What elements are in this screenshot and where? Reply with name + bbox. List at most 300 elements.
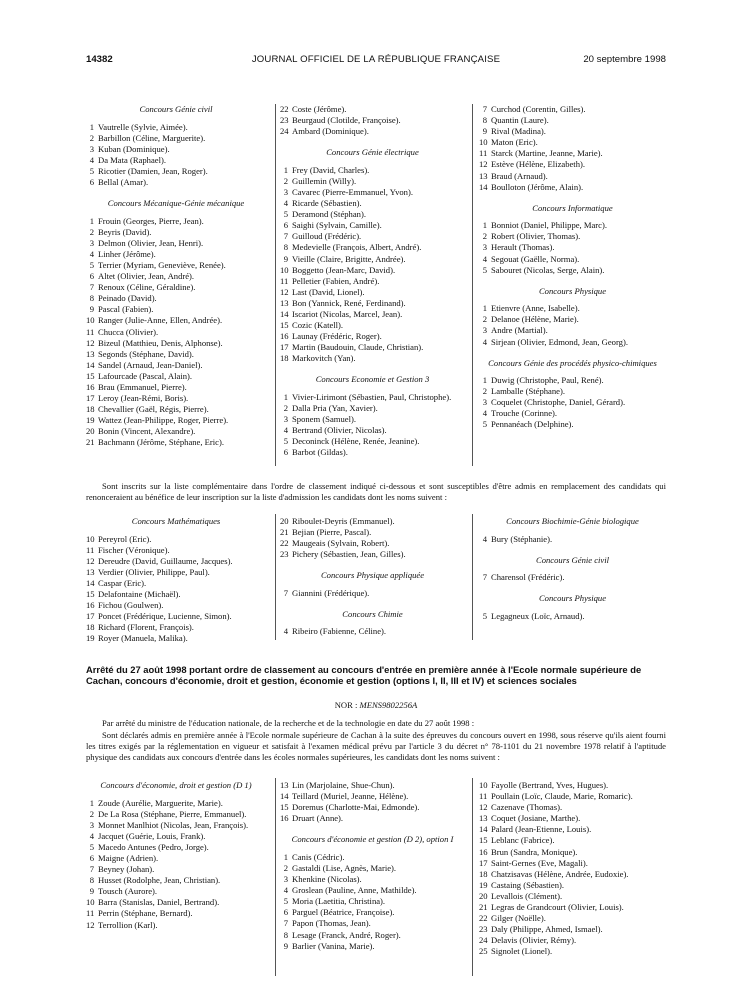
rank-number: 8: [89, 875, 94, 886]
rank-number: 3: [283, 186, 288, 197]
rank-number: 18: [86, 404, 95, 415]
rank-number: 12: [280, 286, 289, 297]
candidate-entry: [280, 626, 465, 637]
candidate-entry: [280, 802, 465, 813]
candidate-entry: [479, 880, 666, 891]
candidate-name: Vautrelle (Sylvie, Aimée).: [98, 121, 188, 132]
rank-number: 2: [482, 231, 487, 242]
candidate-name: Delmon (Olivier, Jean, Henri).: [98, 237, 204, 248]
rank-number: 8: [283, 242, 288, 253]
candidate-name: Legagneux (Loïc, Arnaud).: [491, 610, 585, 621]
rank-number: 6: [89, 271, 94, 282]
candidate-entry: [479, 337, 666, 348]
candidate-name: Cavarec (Pierre-Emmanuel, Yvon).: [292, 186, 413, 197]
rank-number: 4: [283, 626, 288, 637]
candidate-name: Segouat (Gaëlle, Norma).: [491, 253, 580, 264]
rank-number: 16: [280, 331, 289, 342]
candidate-name: Wattez (Jean-Philippe, Roger, Pierre).: [98, 415, 229, 426]
rank-number: 7: [89, 282, 94, 293]
candidate-name: Boulloton (Jérôme, Alain).: [491, 181, 584, 192]
rank-number: 10: [86, 533, 95, 544]
candidate-name: Terrier (Myriam, Geneviève, Renée).: [98, 259, 226, 270]
candidate-name: Segonds (Stéphane, David).: [98, 348, 194, 359]
candidate-entry: [86, 382, 266, 393]
competition-heading: Concours Economie et Gestion 3: [315, 374, 430, 385]
rank-number: 22: [280, 104, 289, 114]
candidate-entry: [479, 913, 666, 924]
rank-number: 15: [86, 370, 95, 381]
candidate-name: Terrollion (Karl).: [98, 919, 158, 930]
candidate-entry: [479, 148, 666, 159]
candidate-entry: [280, 549, 465, 560]
rank-number: 4: [89, 154, 94, 165]
rank-number: 15: [280, 802, 289, 813]
candidate-entry: [280, 309, 465, 320]
candidate-entry: [280, 885, 465, 896]
rank-number: 11: [86, 326, 95, 337]
candidate-name: Herault (Thomas).: [491, 242, 555, 253]
column-divider: [472, 514, 473, 640]
candidate-entry: [479, 791, 666, 802]
rank-number: 17: [86, 393, 95, 404]
rank-number: 3: [283, 874, 288, 885]
list-column: [280, 516, 465, 638]
candidate-name: Barbillon (Céline, Marguerite).: [98, 132, 206, 143]
candidate-name: Saighi (Sylvain, Camille).: [292, 220, 382, 231]
candidate-entry: [86, 271, 266, 282]
candidate-name: Fichou (Goulwen).: [98, 600, 164, 611]
list-column: [86, 780, 266, 931]
candidate-entry: [479, 375, 666, 386]
arrete-paragraph-1: Par arrêté du ministre de l'éducation nationale, de la recherche et de la technologie en date du 27 août 1998 :: [102, 718, 475, 728]
candidate-name: Pichery (Sébastien, Jean, Gilles).: [292, 549, 406, 560]
candidate-name: Etienvre (Anne, Isabelle).: [491, 303, 580, 314]
candidate-name: Saint-Gernes (Eve, Magali).: [491, 857, 588, 868]
candidate-name: Bertrand (Olivier, Nicolas).: [292, 425, 387, 436]
candidate-entry: [86, 578, 266, 589]
candidate-name: Frouin (Georges, Pierre, Jean).: [98, 215, 204, 226]
candidate-entry: [280, 930, 465, 941]
candidate-name: Levallois (Clément).: [491, 890, 563, 901]
candidate-entry: [280, 265, 465, 276]
rank-number: 12: [86, 919, 95, 930]
candidate-name: Boggetto (Jean-Marc, David).: [292, 264, 396, 275]
rank-number: 3: [89, 143, 94, 154]
candidate-name: Canis (Cédric).: [292, 851, 345, 862]
candidate-entry: [86, 556, 266, 567]
candidate-entry: [86, 415, 266, 426]
rank-number: 14: [86, 359, 95, 370]
candidate-entry: [86, 260, 266, 271]
rank-number: 7: [89, 864, 94, 875]
candidate-entry: [479, 946, 666, 957]
rank-number: 2: [89, 132, 94, 143]
candidate-name: Dalla Pria (Yan, Xavier).: [292, 403, 378, 414]
rank-number: 9: [89, 886, 94, 897]
candidate-name: Medevielle (François, Albert, André).: [292, 242, 422, 253]
page-number: 14382: [86, 54, 113, 65]
rank-number: 4: [482, 336, 487, 347]
list-column: [479, 516, 666, 622]
rank-number: 2: [482, 314, 487, 325]
rank-number: 5: [89, 841, 94, 852]
candidate-entry: [86, 227, 266, 238]
candidate-name: Papon (Thomas, Jean).: [292, 918, 371, 929]
candidate-name: Lafourcade (Pascal, Alain).: [98, 370, 193, 381]
candidate-entry: [86, 177, 266, 188]
rank-number: 12: [86, 337, 95, 348]
rank-number: 13: [280, 297, 289, 308]
candidate-name: Pascal (Fabien).: [98, 304, 154, 315]
rank-number: 14: [280, 791, 289, 802]
candidate-name: Cozic (Katell).: [292, 320, 344, 331]
candidate-entry: [479, 813, 666, 824]
rank-number: 3: [482, 242, 487, 253]
candidate-name: Chucca (Olivier).: [98, 326, 159, 337]
candidate-entry: [86, 437, 266, 448]
candidate-entry: [86, 293, 266, 304]
candidate-name: Doremus (Charlotte-Mai, Edmonde).: [292, 802, 420, 813]
candidate-name: Lesage (Franck, André, Roger).: [292, 929, 401, 940]
rank-number: 1: [283, 851, 288, 862]
candidate-entry: [86, 842, 266, 853]
candidate-entry: [479, 408, 666, 419]
candidate-entry: [479, 611, 666, 622]
candidate-entry: [280, 242, 465, 253]
candidate-entry: [86, 338, 266, 349]
rank-number: 11: [479, 791, 488, 802]
candidate-name: Renoux (Céline, Géraldine).: [98, 282, 196, 293]
rank-number: 4: [283, 198, 288, 209]
candidate-name: Fayolle (Bertrand, Yves, Hugues).: [491, 780, 609, 790]
candidate-entry: [86, 534, 266, 545]
rank-number: 11: [86, 908, 95, 919]
candidate-entry: [280, 320, 465, 331]
candidate-name: Markovitch (Yan).: [292, 353, 356, 364]
rank-number: 12: [479, 159, 488, 170]
candidate-name: Husset (Rodolphe, Jean, Christian).: [98, 875, 221, 886]
rank-number: 25: [479, 946, 488, 957]
rank-number: 2: [283, 862, 288, 873]
column-divider: [275, 514, 276, 640]
list-column: [86, 516, 266, 644]
rank-number: 10: [479, 780, 488, 790]
candidate-name: Verdier (Olivier, Philippe, Paul).: [98, 566, 210, 577]
candidate-entry: [280, 220, 465, 231]
rank-number: 8: [89, 293, 94, 304]
candidate-entry: [86, 633, 266, 644]
rank-number: 1: [89, 121, 94, 132]
candidate-entry: [479, 104, 666, 115]
candidate-name: Groslean (Pauline, Anne, Mathilde).: [292, 885, 417, 896]
candidate-entry: [479, 397, 666, 408]
candidate-name: Vieille (Claire, Brigitte, Andrée).: [292, 253, 406, 264]
candidate-name: Fischer (Véronique).: [98, 544, 170, 555]
candidate-name: Leroy (Jean-Rémi, Boris).: [98, 393, 189, 404]
column-divider: [275, 778, 276, 976]
rank-number: 2: [89, 808, 94, 819]
candidate-name: Bonniot (Daniel, Philippe, Marc).: [491, 220, 607, 231]
rank-number: 7: [482, 104, 487, 114]
candidate-name: Barbot (Gildas).: [292, 447, 348, 458]
candidate-name: Bizeul (Matthieu, Denis, Alphonse).: [98, 337, 223, 348]
candidate-entry: [280, 414, 465, 425]
candidate-entry: [479, 858, 666, 869]
rank-number: 20: [280, 516, 289, 526]
rank-number: 13: [479, 813, 488, 824]
candidate-entry: [479, 847, 666, 858]
candidate-entry: [86, 864, 266, 875]
rank-number: 2: [283, 175, 288, 186]
competition-heading: Concours Génie électrique: [326, 147, 419, 158]
candidate-name: Beurgaud (Clotilde, Françoise).: [292, 115, 401, 126]
list-column: [280, 780, 465, 952]
candidate-entry: [86, 798, 266, 809]
candidate-entry: [280, 176, 465, 187]
candidate-name: Riboulet-Deyris (Emmanuel).: [292, 516, 395, 526]
candidate-name: Kuban (Dominique).: [98, 143, 170, 154]
candidate-entry: [86, 249, 266, 260]
candidate-name: Coste (Jérôme).: [292, 104, 347, 114]
arrete-title: Arrêté du 27 août 1998 portant ordre de classement au concours d'entrée en première année à l'Ecole normale supérieure de Cachan, concours d'économie, droit et gestion, économie et gestion (options I, II, III et IV) et sciences sociales: [86, 664, 642, 686]
candidate-entry: [86, 327, 266, 338]
candidate-name: Giannini (Frédérique).: [292, 587, 370, 598]
column-divider: [472, 104, 473, 466]
candidate-entry: [479, 891, 666, 902]
rank-number: 13: [86, 348, 95, 359]
candidate-entry: [280, 588, 465, 599]
candidate-name: Zoude (Aurélie, Marguerite, Marie).: [98, 797, 223, 808]
candidate-entry: [479, 137, 666, 148]
candidate-name: Deramond (Stéphan).: [292, 209, 366, 220]
candidate-entry: [280, 231, 465, 242]
candidate-name: Poullain (Loïc, Claude, Marie, Romaric).: [491, 791, 633, 802]
candidate-entry: [86, 622, 266, 633]
candidate-entry: [86, 238, 266, 249]
rank-number: 21: [86, 437, 95, 448]
candidate-entry: [86, 545, 266, 556]
rank-number: 5: [283, 896, 288, 907]
candidate-name: Bellal (Amar).: [98, 176, 149, 187]
candidate-name: Charensol (Frédéric).: [491, 572, 565, 583]
candidate-entry: [86, 897, 266, 908]
nor-label: NOR :: [334, 700, 358, 710]
candidate-entry: [479, 115, 666, 126]
rank-number: 9: [482, 126, 487, 137]
candidate-name: Delafontaine (Michaël).: [98, 588, 181, 599]
candidate-entry: [86, 122, 266, 133]
candidate-name: Trouche (Corinne).: [491, 408, 558, 419]
candidate-name: Coquet (Josiane, Marthe).: [491, 813, 581, 824]
rank-number: 11: [280, 275, 289, 286]
candidate-entry: [280, 874, 465, 885]
candidate-name: Peinado (David).: [98, 293, 157, 304]
candidate-name: Jacquet (Guérie, Louis, Frank).: [98, 830, 206, 841]
rank-number: 17: [86, 611, 95, 622]
candidate-entry: [86, 404, 266, 415]
rank-number: 8: [283, 929, 288, 940]
candidate-name: Monnet Manlhiot (Nicolas, Jean, François).: [98, 819, 249, 830]
competition-heading: Concours Mécanique-Génie mécanique: [107, 198, 245, 209]
candidate-entry: [86, 831, 266, 842]
candidate-entry: [479, 835, 666, 846]
rank-number: 4: [89, 248, 94, 259]
candidate-name: Delanoe (Hélène, Marie).: [491, 314, 579, 325]
publication-date: 20 septembre 1998: [583, 54, 666, 65]
candidate-entry: [86, 853, 266, 864]
competition-heading: Concours Biochimie-Génie biologique: [506, 516, 639, 526]
rank-number: 14: [479, 824, 488, 835]
list-column: [280, 104, 465, 459]
candidate-entry: [280, 780, 465, 791]
candidate-name: Caspar (Eric).: [98, 577, 147, 588]
rank-number: 1: [482, 375, 487, 386]
rank-number: 17: [280, 342, 289, 353]
candidate-entry: [86, 144, 266, 155]
rank-number: 21: [479, 902, 488, 913]
rank-number: 3: [482, 397, 487, 408]
candidate-entry: [86, 166, 266, 177]
competition-heading: Concours Génie civil: [535, 554, 610, 565]
rank-number: 7: [283, 587, 288, 598]
candidate-name: Sirjean (Olivier, Edmond, Jean, Georg).: [491, 336, 628, 347]
candidate-entry: [479, 159, 666, 170]
candidate-name: Druart (Anne).: [292, 813, 344, 824]
candidate-name: Barlier (Vanina, Marie).: [292, 940, 375, 951]
rank-number: 5: [283, 436, 288, 447]
rank-number: 3: [89, 237, 94, 248]
candidate-entry: [280, 209, 465, 220]
candidate-entry: [86, 315, 266, 326]
candidate-entry: [86, 155, 266, 166]
candidate-name: Ribeiro (Fabienne, Céline).: [292, 626, 387, 637]
candidate-entry: [86, 133, 266, 144]
rank-number: 18: [86, 622, 95, 633]
list-column: [479, 780, 666, 958]
rank-number: 3: [89, 819, 94, 830]
candidate-entry: [86, 611, 266, 622]
candidate-name: Chevallier (Gaël, Régis, Pierre).: [98, 404, 209, 415]
candidate-name: Bury (Stéphanie).: [491, 533, 553, 544]
candidate-entry: [479, 182, 666, 193]
candidate-name: Bon (Yannick, René, Ferdinand).: [292, 297, 406, 308]
candidate-name: Ricarde (Sébastien).: [292, 198, 362, 209]
candidate-entry: [86, 349, 266, 360]
rank-number: 1: [283, 164, 288, 175]
candidate-name: Signolet (Lionel).: [491, 946, 553, 957]
rank-number: 4: [283, 425, 288, 436]
candidate-entry: [86, 920, 266, 931]
candidate-entry: [86, 886, 266, 897]
candidate-name: Starck (Martine, Jeanne, Marie).: [491, 148, 603, 159]
arrete-paragraph-2: Sont déclarés admis en première année à l'Ecole normale supérieure de Cachan à la suite des épreuves du concours ouvert en 1998, sous réserve qu'ils aient fourni les titres exigés par la réglementation en vigueur et satisfait à l'examen médical prévu par l'article 3 du décret n° 78-1101 du 21 novembre 1978 relatif à l'aptitude physique des candidats aux concours d'entrée dans les écoles normales supérieures, les candidats dont les noms suivent :: [86, 730, 666, 762]
candidate-entry: [280, 104, 465, 115]
candidate-name: Beyney (Johan).: [98, 864, 155, 875]
candidate-entry: [479, 935, 666, 946]
candidate-name: Robert (Olivier, Thomas).: [491, 231, 581, 242]
candidate-entry: [86, 426, 266, 437]
candidate-name: Perrin (Stéphane, Bernard).: [98, 908, 193, 919]
rank-number: 4: [482, 253, 487, 264]
candidate-name: Duwig (Christophe, Paul, René).: [491, 375, 604, 386]
candidate-entry: [86, 589, 266, 600]
candidate-name: Pennanéach (Delphine).: [491, 419, 574, 430]
candidate-entry: [280, 126, 465, 137]
rank-number: 13: [479, 170, 488, 181]
rank-number: 14: [86, 577, 95, 588]
candidate-entry: [280, 813, 465, 824]
candidate-entry: [479, 303, 666, 314]
candidate-entry: [479, 802, 666, 813]
candidate-entry: [280, 342, 465, 353]
competition-heading: Concours Génie civil: [139, 104, 213, 114]
rank-number: 6: [283, 220, 288, 231]
rank-number: 4: [89, 830, 94, 841]
candidate-name: Chatzisavas (Hélène, Andrée, Eudoxie).: [491, 868, 629, 879]
journal-title: JOURNAL OFFICIEL DE LA RÉPUBLIQUE FRANÇAISE: [251, 54, 501, 65]
candidate-name: Moria (Laetitia, Christina).: [292, 896, 386, 907]
candidate-entry: [280, 516, 465, 527]
candidate-name: Parguel (Béatrice, Françoise).: [292, 907, 395, 918]
candidate-entry: [479, 242, 666, 253]
candidate-name: Andre (Martial).: [491, 325, 548, 336]
candidate-name: Bonin (Vincent, Alexandre).: [98, 426, 196, 437]
candidate-entry: [479, 314, 666, 325]
candidate-entry: [86, 360, 266, 371]
rank-number: 5: [89, 165, 94, 176]
candidate-entry: [280, 331, 465, 342]
candidate-name: Royer (Manuela, Malika).: [98, 633, 188, 644]
candidate-name: Braud (Arnaud).: [491, 170, 548, 181]
rank-number: 8: [482, 115, 487, 126]
column-divider: [472, 778, 473, 976]
rank-number: 23: [280, 549, 289, 560]
candidate-name: Gilger (Noëlle).: [491, 913, 546, 924]
candidate-name: Lamballe (Stéphane).: [491, 386, 565, 397]
candidate-name: Palard (Jean-Etienne, Louis).: [491, 824, 592, 835]
competition-heading: Concours Physique: [538, 285, 607, 296]
list-column: [479, 104, 666, 431]
nor-code: MENS9802256A: [359, 700, 418, 710]
candidate-name: Gastaldi (Lise, Agnès, Marie).: [292, 862, 397, 873]
rank-number: 5: [482, 419, 487, 430]
rank-number: 5: [482, 264, 487, 275]
candidate-entry: [280, 287, 465, 298]
candidate-entry: [479, 325, 666, 336]
rank-number: 10: [86, 897, 95, 908]
candidate-entry: [280, 298, 465, 309]
candidate-name: Maugeais (Sylvain, Robert).: [292, 538, 390, 549]
rank-number: 10: [280, 264, 289, 275]
rank-number: 12: [86, 555, 95, 566]
candidate-entry: [479, 231, 666, 242]
rank-number: 16: [86, 600, 95, 611]
candidate-entry: [280, 425, 465, 436]
rank-number: 23: [479, 924, 488, 935]
candidate-entry: [280, 863, 465, 874]
candidate-name: Maigne (Adrien).: [98, 852, 159, 863]
candidate-name: Sabouret (Nicolas, Serge, Alain).: [491, 264, 605, 275]
rank-number: 15: [280, 320, 289, 331]
rank-number: 18: [479, 868, 488, 879]
candidate-name: Sandel (Arnaud, Jean-Daniel).: [98, 359, 203, 370]
candidate-entry: [479, 254, 666, 265]
candidate-entry: [86, 600, 266, 611]
competition-heading: Concours d'économie et gestion (D 2), option I: [291, 834, 454, 845]
competition-heading: Concours Informatique: [532, 202, 613, 213]
candidate-entry: [86, 216, 266, 227]
rank-number: 16: [479, 846, 488, 857]
